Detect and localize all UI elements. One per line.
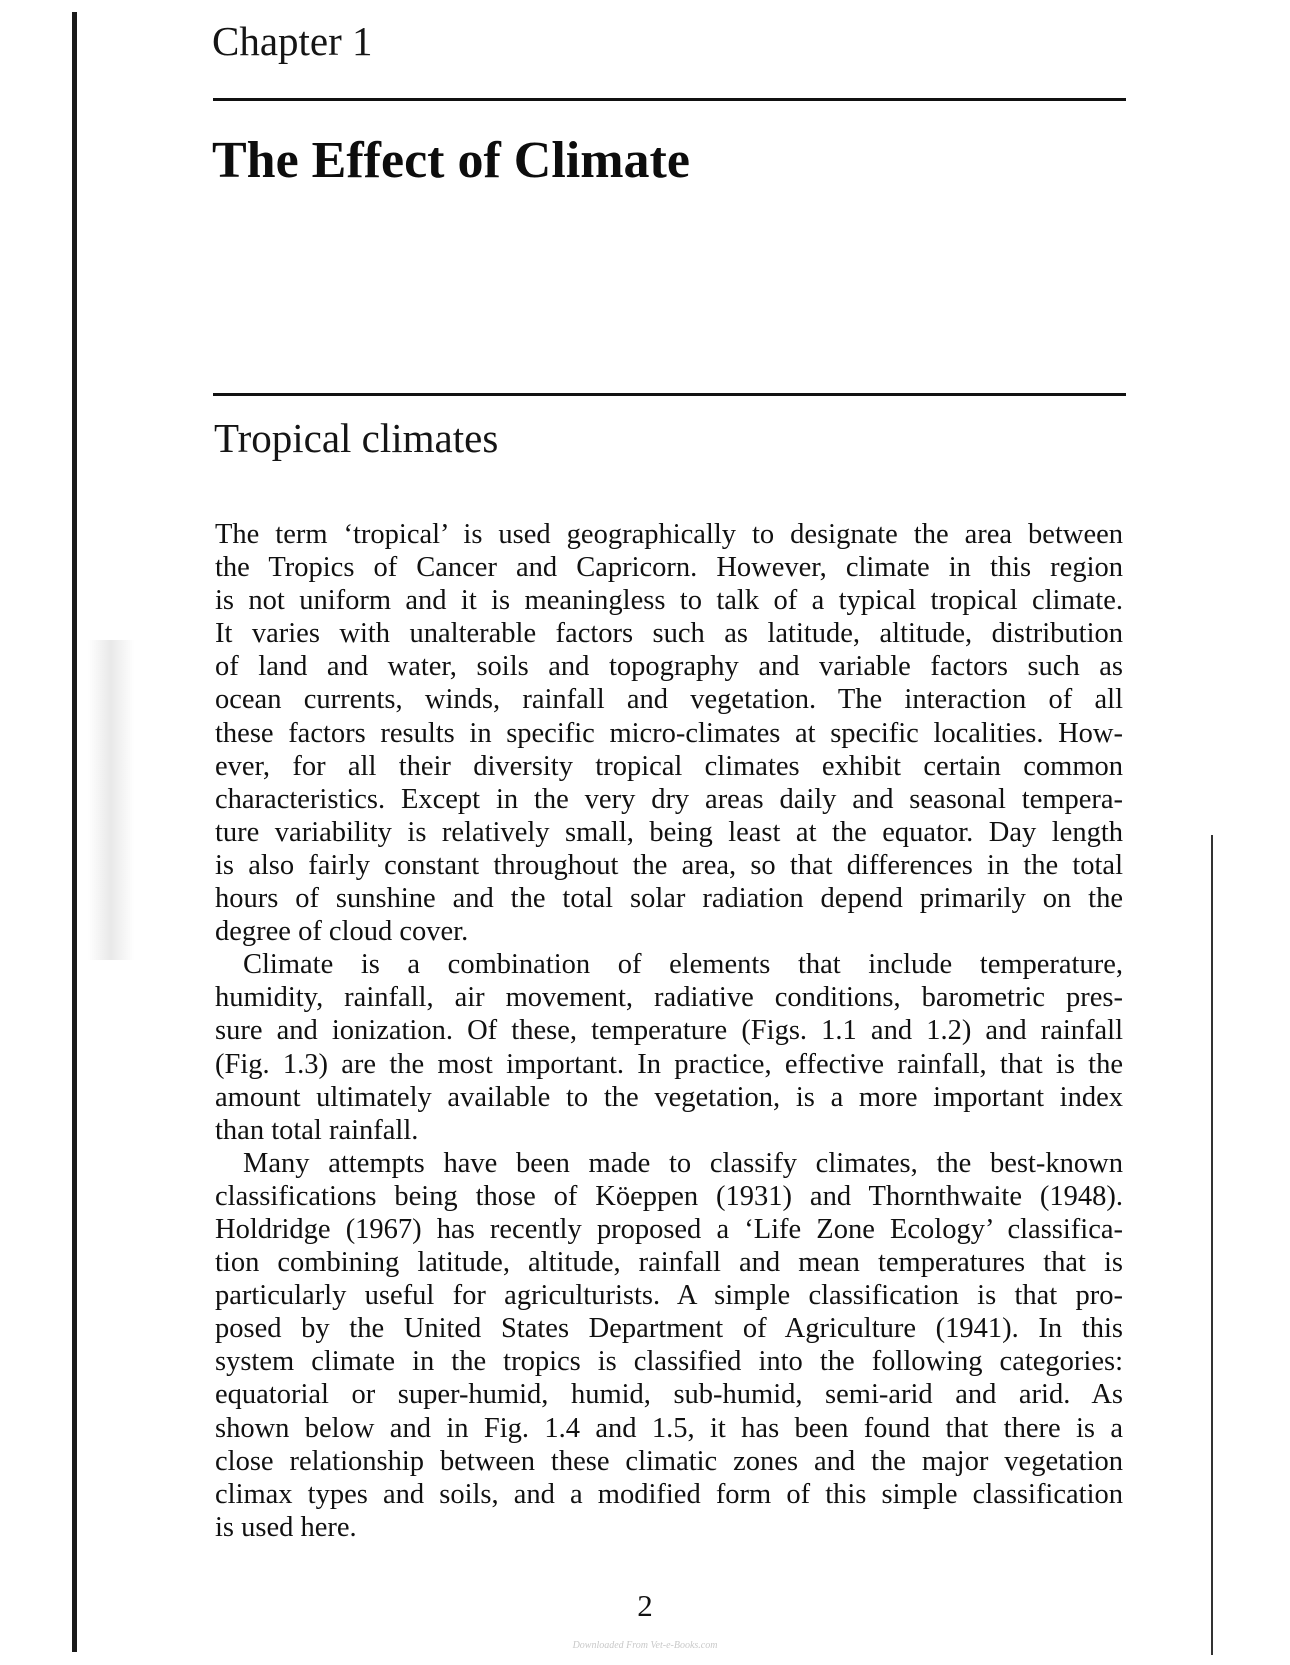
body-line: sure and ionization. Of these, temperature (Figs. 1.1 and 1.2) and rainfall	[215, 1015, 1123, 1047]
body-line: posed by the United States Department of Agriculture (1941). In this	[215, 1313, 1123, 1345]
body-line: Holdridge (1967) has recently proposed a ‘Life Zone Ecology’ classifica-	[215, 1213, 1123, 1245]
body-line: the Tropics of Cancer and Capricorn. However, climate in this region	[215, 552, 1123, 584]
body-line: Many attempts have been made to classify climates, the best-known	[243, 1147, 1123, 1179]
body-line: ever, for all their diversity tropical climates exhibit certain common	[215, 750, 1123, 782]
body-line: hours of sunshine and the total solar radiation depend primarily on the	[215, 883, 1123, 915]
body-line: degree of cloud cover.	[215, 916, 469, 948]
scan-page-edge	[1211, 835, 1213, 1655]
section-title: Tropical climates	[214, 415, 499, 461]
body-line: equatorial or super-humid, humid, sub-humid, semi-arid and arid. As	[215, 1379, 1123, 1411]
section-rule	[213, 393, 1126, 396]
body-line: than total rainfall.	[215, 1114, 419, 1146]
body-line: It varies with unalterable factors such as latitude, altitude, distribution	[215, 618, 1123, 650]
body-line: system climate in the tropics is classified into the following categories:	[215, 1346, 1123, 1378]
body-line: ture variability is relatively small, being least at the equator. Day length	[215, 816, 1123, 848]
body-line: shown below and in Fig. 1.4 and 1.5, it has been found that there is a	[215, 1412, 1123, 1444]
body-line: humidity, rainfall, air movement, radiative conditions, barometric pres-	[215, 982, 1123, 1014]
body-line: amount ultimately available to the vegetation, is a more important index	[215, 1081, 1123, 1113]
body-line: classifications being those of Köeppen (1931) and Thornthwaite (1948).	[215, 1180, 1123, 1212]
body-line: is used here.	[215, 1511, 357, 1543]
chapter-rule	[213, 98, 1126, 101]
body-line: tion combining latitude, altitude, rainfall and mean temperatures that is	[215, 1247, 1123, 1279]
body-line: of land and water, soils and topography and variable factors such as	[215, 651, 1123, 683]
body-line: particularly useful for agriculturists. A simple classification is that pro-	[215, 1280, 1123, 1312]
scan-binding-edge	[72, 12, 77, 1652]
body-line: (Fig. 1.3) are the most important. In practice, effective rainfall, that is the	[215, 1048, 1123, 1080]
chapter-title: The Effect of Climate	[212, 132, 690, 189]
body-line: ocean currents, winds, rainfall and vegetation. The interaction of all	[215, 684, 1123, 716]
download-watermark: Downloaded From Vet-e-Books.com	[572, 1640, 718, 1651]
body-line: is also fairly constant throughout the area, so that differences in the total	[215, 849, 1123, 881]
body-line: climax types and soils, and a modified form of this simple classification	[215, 1478, 1123, 1510]
body-text	[215, 518, 1123, 1544]
body-line: Climate is a combination of elements that include temperature,	[243, 949, 1123, 981]
body-line: is not uniform and it is meaningless to talk of a typical tropical climate.	[215, 585, 1123, 617]
body-line: close relationship between these climatic zones and the major vegetation	[215, 1445, 1123, 1477]
body-line: characteristics. Except in the very dry areas daily and seasonal tempera-	[215, 783, 1123, 815]
body-line: The term ‘tropical’ is used geographically to designate the area between	[215, 519, 1123, 550]
scan-shadow	[88, 640, 134, 960]
page-number: 2	[637, 1588, 653, 1623]
chapter-label: Chapter 1	[212, 18, 373, 64]
body-line: these factors results in specific micro-climates at specific localities. How-	[215, 717, 1123, 749]
